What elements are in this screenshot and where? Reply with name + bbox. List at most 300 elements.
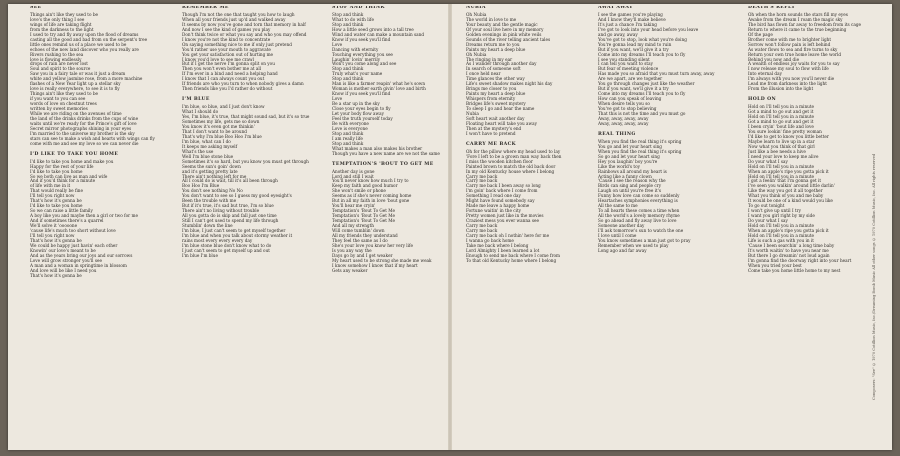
song-block (30, 6, 175, 147)
lyric-line: Lord Almighty I been learned a lot (466, 247, 540, 253)
lyric-line: I'm always with you now you'll never die (748, 76, 835, 82)
lyric-line: love is flowing endlessly (30, 56, 82, 62)
lyric-line: There ain't nothing left for me (182, 173, 247, 179)
lyric-line: Carry me back (466, 173, 498, 179)
lyric-line: Do your what I say (748, 158, 788, 164)
lyric-line: You go and let your heart sing (598, 143, 662, 149)
lyric-column-1 (30, 6, 175, 285)
lyric-line: I love until I come (598, 232, 637, 238)
lyric-line: Keep my faith and good humor (332, 183, 398, 189)
lyric-line: You get your satisfaction out of hurting me (182, 51, 274, 57)
lyric-line: Whispers from eternity (466, 96, 516, 102)
lyric-line: I been cryin' 'bout life and love (748, 123, 814, 129)
lyric-line: She's your love you know her very life (332, 242, 413, 248)
lyric-line: So go and let your heart sing (598, 153, 660, 159)
lyric-line: come with me and see my love so we can never die (30, 140, 139, 146)
lyric-line: All you gotta do is skip and fall just one time (182, 213, 277, 219)
lyric-line: You don't want to see so I guess my good eyesight's (182, 193, 292, 199)
lyric-line: Hold on I'll tell you in a minute (748, 232, 815, 238)
lyric-line: Carry me back (466, 178, 498, 184)
lyric-line: I wanna go back home (466, 237, 514, 243)
lyric-line: Birds can sing and people cry (598, 183, 662, 189)
lyric-line: The ringing in my ear (466, 56, 513, 62)
lyric-line: Sometimes it's so hard, but you know you must get through (182, 158, 309, 164)
lyric-line: I'd like to take you home (30, 203, 83, 209)
lyric-line: Now what you think of that girl (748, 143, 815, 149)
lyric-line: That would really be fine (30, 188, 83, 194)
lyric-line: That's how it's gonna be (30, 198, 82, 204)
lyric-line: Soft heart wait another day (466, 115, 525, 121)
lyric-line: Well I'm blue stone blue (182, 153, 234, 159)
lyric-line: Craziest mess you ever wanna see (466, 218, 539, 224)
song-block (598, 6, 742, 127)
lyric-line: Know if you seek you'll find (332, 36, 391, 42)
lyric-line: When you find the real thing it's spring (598, 138, 682, 144)
lyric-line: You know it's even got me thinkin' (182, 123, 255, 129)
lyric-line: Stop and think (332, 76, 364, 82)
lyric-line: And if you'd think for a minute (30, 178, 96, 184)
lyric-line: A man and a woman in springtime in blossom (30, 262, 127, 268)
lyric-line: And all my strength (332, 223, 374, 229)
lyric-line: Woman is mother earth givin' love and birth (332, 86, 426, 92)
lyric-line: Won't you come along and see (332, 61, 397, 67)
lyric-line: Time glances the other way (466, 76, 525, 82)
lyric-line: Man is like a farmer reapin' what he's sown (332, 81, 426, 87)
song-title: REMEMBER ME (182, 6, 229, 10)
lyric-line: It would be one of a kind would you like (748, 198, 833, 204)
lyric-line: Made me leave a happy home (466, 203, 530, 209)
lyric-line: Fortune waitin' in the city (466, 208, 521, 214)
lyric-line: Sounds of the river telling ancient tales (466, 36, 551, 42)
lyric-line: Carry me back (466, 223, 498, 229)
lyric-line: I know you'd love to see me crawl (182, 56, 254, 62)
lyric-line: That's why I'm blue Boo Hoo I'm blue (182, 133, 262, 139)
credits-text: Composers: "See" © 1970 Cotillion Music, Inc./Dreaming Bomb Music All other songs © 1970 Cotillion Music, Inc. All rights reserved (872, 153, 876, 400)
lyric-line: Of the page (748, 31, 773, 37)
lyric-line: You know sometimes a man just got to pray (598, 237, 691, 243)
lyric-line: A boy like you and maybe then a girl or two for me (30, 213, 138, 219)
song-title: DEATH'S REPLY (748, 6, 796, 10)
lyric-line: Oh Nubia (466, 11, 487, 17)
lyric-line: Hold on I'll tell you in a minute (748, 163, 815, 169)
lyric-line: Do your what I say (748, 218, 788, 224)
lyric-line: What's the use (182, 148, 214, 154)
lyric-line: Though I'm not the one that taught you how to laugh (182, 11, 295, 17)
lyric-line: Return to where it came to the true beginning (748, 26, 847, 32)
lyric-line: Let your body flow away (332, 111, 384, 117)
lyric-line: You're gonna lead my mind to ruin (598, 41, 672, 47)
lyric-line: Awake from the dream I roam the magic sky (748, 16, 843, 22)
lyric-line: Maybe learn to live up in a star (748, 138, 815, 144)
lyric-line: Got a mind to go out and get it (748, 109, 814, 115)
lyric-line: I'm blue I'm blue (182, 252, 218, 258)
lyric-line: When you tried your best (748, 262, 802, 268)
lyric-line: Golden evenings in pink white veils (466, 31, 542, 37)
lyric-line: And if sometimes there's a quarrel (30, 218, 104, 224)
lyric-line: The bird has flown far away to freedom from its cage (748, 21, 862, 27)
lyric-line: I miss the wooden kitchen floor (466, 158, 533, 164)
lyric-column-2 (182, 6, 325, 265)
lyric-column-4 (466, 6, 592, 270)
lyric-line: Then at the mystery's end (466, 125, 522, 131)
lyric-line: Acting like a funny clown (598, 173, 652, 179)
lyric-line: I won't give up until I try (748, 208, 801, 214)
lyric-line: Stop and think (332, 66, 364, 72)
lyric-line: Away, away, away, away (598, 115, 649, 121)
lyric-line: How can you speak of leaving (598, 96, 662, 102)
lyric-line: Close your eyes begin to fly (332, 106, 391, 112)
lyric-line: I know you're not the kind to concentrate (182, 36, 271, 42)
lyric-line: I'm blue, I just can't seem to get myself together (182, 227, 286, 233)
lyric-line: It's worth waitin' to have you near me (748, 247, 829, 253)
lyric-line: I'd like to take you home (30, 168, 83, 174)
lyric-line: When you find the real thing it's spring (598, 148, 682, 154)
lyric-line: Knowin' our love's meant to be (30, 247, 96, 253)
lyric-line: Might have found somebody say (466, 198, 535, 204)
song-title: SEE (30, 6, 42, 10)
lyric-line: Happy for the rest of your life (30, 163, 94, 169)
lyric-line: waits until we're ready for the Prince's gift of love (30, 120, 137, 126)
lyric-line: But there I go dreamin' not loud again (748, 252, 830, 258)
lyric-line: Like the world's toy (598, 163, 640, 169)
lyric-line: Has made you so afraid that you must turn away, away (598, 71, 715, 77)
lyric-line: Seems the sun's goin' down (182, 163, 241, 169)
lyric-line: Another day is gone (332, 168, 375, 174)
song-block (332, 6, 454, 157)
lyric-line: Laughin' lovin' merrily (332, 56, 381, 62)
lyric-line: I'd like to take you home and make you (30, 158, 114, 164)
lyric-line: Sorrow won't follow pain is left behind (748, 41, 831, 47)
lyric-line: What to do with life (332, 16, 374, 22)
lyric-line: You've got to stop, look what you're doing (598, 36, 687, 42)
lyric-line: stars can see to make a wish and hearts with wings can fly (30, 135, 155, 141)
lyric-line: Feel the truth yourself today (332, 115, 393, 121)
lyric-line: Stop and think (332, 21, 364, 27)
lyric-line: Life's sweet shadow makes night his day (466, 81, 553, 87)
lyric-line: I'm blue and when you talk about stormy weather it (182, 232, 293, 238)
lyric-line: You'll hear me cryin' (332, 203, 376, 209)
lyric-line: I need your love to keep me alive (748, 153, 819, 159)
lyric-line: Don't think twice or what you say and who you may offend (182, 31, 307, 37)
lyric-line: What I should do (182, 109, 219, 115)
lyric-line: Carry me back oh I nothin' here for me (466, 232, 550, 238)
lyric-line: I'm goin' back where I come from (466, 188, 538, 194)
lyric-line: Like the way you got it all together (748, 188, 823, 194)
lyric-line: Lead me from darkness into the light (748, 81, 827, 87)
lyric-line: Stop and think (332, 130, 364, 136)
lyric-line: Painted brown to match the old back door (466, 163, 556, 169)
song-block (182, 6, 325, 92)
lyric-line: Of your soul live here in my memory (466, 26, 544, 32)
lyric-line: Be with everyone (332, 120, 369, 126)
lyric-line: Oh when the horn sounds the stars fill my eyes (748, 11, 848, 17)
lyric-line: Brother come with me to brighter light (748, 36, 832, 42)
lyric-line: I'm blue stone blue don't know what to do (182, 242, 272, 248)
lyric-line: from the darkness to the light (30, 26, 94, 32)
lyric-line: And love will be like I need you (30, 267, 97, 273)
lyric-line: Something I read one day (466, 193, 521, 199)
lyric-line: Gets any weaker (332, 267, 368, 273)
lyric-line: 'Fore I left to be a grown man way back then (466, 153, 562, 159)
lyric-line: Temptation's 'Bout To Get Me (332, 208, 396, 214)
lyric-line: From the illusion into the light (748, 86, 814, 92)
lyric-line: Your beauty and the gentle magic (466, 21, 538, 27)
lyric-line: Laugh on until you're free it's (598, 188, 662, 194)
lyric-line: It seems by now you've gone and torn that memory in half (182, 21, 306, 27)
lyric-line: You've got to stop believing (598, 106, 657, 112)
lyric-line: 'cause life's much too short without love (30, 227, 116, 233)
lyric-line: Soul and spirit to the source (30, 66, 91, 72)
lyric-line: All I could do is wait, till it's all been through (182, 178, 278, 184)
lyric-line: As I wander through another day (466, 61, 537, 67)
song-title: REAL THING (598, 131, 636, 137)
lyric-line: I used to try and fly away upon the flood of dreams (30, 31, 139, 37)
lyric-line: Long ago and far away (598, 247, 647, 253)
song-block (182, 98, 325, 259)
song-title: NUBIA (466, 6, 486, 10)
lyric-line: I can tell you want to stay (598, 61, 653, 67)
lyric-line: While we are riding on the avenues of time (30, 111, 122, 117)
lyric-line: On saying something nice to me if only just pretend (182, 41, 292, 47)
lyric-line: Come take you home little home to my nest (748, 267, 841, 273)
lyric-line: You don't see nothing No No (182, 188, 243, 194)
lyric-line: Temptation's 'Bout To Get Me (332, 218, 396, 224)
lyric-line: But if I get the nerve I'm gonna split on you (182, 61, 275, 67)
lyric-line: You sure lookin' fine pretty woman (748, 128, 822, 134)
lyric-line: That I don't want to be around (182, 128, 247, 134)
lyric-line: Hold on I'll tell you in a minute (748, 104, 815, 110)
lyric-line: Yes, I'm blue, it's true, that might sound sad, but it's so true (182, 114, 310, 120)
lyric-column-6 (748, 6, 870, 280)
lyric-line: I just can't seem to get myself up and out (182, 247, 270, 253)
song-block (466, 6, 592, 137)
lyric-line: I'd like to get to know you little better (748, 133, 829, 139)
lyric-line: Hold on I'll tell you in a minute (748, 114, 815, 120)
lyric-line: I've got to look into your head before you leave (598, 26, 699, 32)
lyric-line: If I'm ever in a bind and need a helping hand (182, 71, 278, 77)
lyric-line: Things ain't like they used to be (30, 91, 98, 97)
lyric-line: Things ain't like they used to be (30, 11, 98, 17)
lyric-line: love is really everywhere, to see it is to fly (30, 86, 120, 92)
lyric-line: I'll tell you right now (30, 193, 75, 199)
song-block (466, 143, 592, 264)
lyric-line: You'll never know how much I try to (332, 178, 409, 184)
lyric-line: Stop and think (332, 140, 364, 146)
lyric-line: Be a star up in the sky (332, 101, 380, 107)
lyric-line: Wind and water can make a mountain sand (332, 31, 425, 37)
lyric-line: Return your own true home leave the world (748, 51, 842, 57)
song-block (30, 153, 175, 279)
lyric-line: Then friends like you I'd rather do without (182, 86, 273, 92)
song-title: I'M BLUE (182, 97, 210, 103)
lyric-line: drops of rain are never lost (30, 61, 88, 67)
lyric-line: Secret mirror photographs shining in your eyes (30, 125, 132, 131)
lyric-line: Boo Hoo I'm Blue (182, 183, 220, 189)
lyric-line: So go ahead and fly away live to love (598, 218, 677, 224)
lyric-line: Saw you in a fairy tale or was it just a dream (30, 71, 126, 77)
lyric-line: You'd rather use your mouth to aggravate (182, 46, 271, 52)
lyric-line: Truly what's your name (332, 71, 383, 77)
lyric-line: When all your friends just up'd and walked away (182, 16, 286, 22)
lyric-line: Just like a bee needs a hive (748, 148, 806, 154)
lyric-line: Paints my heart a deep blue (466, 91, 526, 97)
lyric-line: But if it's true, it's sad but true, I'm so blue (182, 203, 274, 209)
lyric-line: Touching everything you see (332, 51, 393, 57)
lyric-line: rains most every every every day (182, 237, 253, 243)
lyric-line: Stumblin' down the line (182, 223, 233, 229)
lyric-line: What you think of you and me baby (748, 193, 824, 199)
lyric-line: Someone another day (598, 223, 645, 229)
lyric-line: Enough to send me back where I come from (466, 252, 560, 258)
lyric-line: How a little seed grows into a tall tree (332, 26, 414, 32)
lyric-line: words of love on chestnut trees (30, 101, 97, 107)
lyric-line: But in all my faith in love 'bout gone (332, 198, 410, 204)
lyric-line: Away, away, away, away (598, 120, 649, 126)
lyric-line: I'll tell you right now (30, 232, 75, 238)
lyric-line: echoes of the new land discover who you really are (30, 46, 139, 52)
lyric-line: Love (332, 41, 343, 47)
lyric-line: My heart used to be strong she made me weak (332, 257, 432, 263)
lyric-line: I'm married to the universe my brother is the sky (30, 130, 135, 136)
lyric-line: And I know they'll make believe (598, 16, 666, 22)
song-block (748, 98, 870, 273)
lyric-line: That this is not the time and you must go (598, 111, 686, 117)
lyric-line: I got a feelin' that I'm gonna get it (748, 178, 822, 184)
lyric-line: All my friends they understand (332, 232, 398, 238)
lyric-line: When an apple's ripe you gotta pick it (748, 168, 829, 174)
lyric-line: In my old Kentucky house where I belong (466, 168, 555, 174)
lyric-line: Life is such a gas with you in it (748, 237, 814, 243)
lyric-line: Will come tumblin' down (332, 227, 385, 233)
lyric-line: Love (332, 96, 343, 102)
lyric-line: So we both can live as man and wife (30, 173, 108, 179)
lyric-line: They feel the same as I do (332, 237, 388, 243)
lyric-line: Take me back where I belong (466, 242, 529, 248)
lyric-line: We could be happy just havin' each other (30, 242, 118, 248)
lyric-line: Behind you now and die (748, 56, 800, 62)
lyric-line: I now release my soul to flow with life (748, 66, 829, 72)
song-title: STOP AND THINK (332, 6, 385, 10)
lyric-line: I know somehow I know that if my heart (332, 262, 418, 268)
lyric-line: A wealth of endless joy waits for you to say (748, 61, 840, 67)
lyric-line: That's how it's gonna be (30, 272, 82, 278)
lyric-line: wings of life are taking flight (30, 21, 92, 27)
lyric-line: I'll ask tomorrow's sun to watch the one (598, 227, 684, 233)
lyric-line: Remember when we used to play (598, 242, 669, 248)
lyric-line: Carry me back (466, 227, 498, 233)
lyric-line: Seems as if she's never coming home (332, 193, 412, 199)
lyric-line: Know if you seek you'll find (332, 91, 391, 97)
lyric-line: It keeps me asking myself (182, 143, 238, 149)
lyric-line: What makes a man also makes his brother (332, 145, 423, 151)
lyric-line: Brings me closer to you (466, 86, 517, 92)
lyric-line: I won't have to pretend (466, 130, 516, 136)
lyric-line: When desire tells you so (598, 101, 650, 107)
lyric-line: Funny how love can come so suddenly (598, 193, 680, 199)
lyric-line: Hey you laughin' boy you're (598, 158, 658, 164)
lyric-line: I'm blue, what can I do (182, 138, 231, 144)
lyric-line: Nubia (466, 111, 479, 117)
lyric-column-3 (332, 6, 454, 280)
lyric-line: I know that I can always count you out (182, 76, 265, 82)
lyric-line: Hold on I'll tell you in a minute (748, 173, 815, 179)
song-title: I'D LIKE TO TAKE YOU HOME (30, 151, 119, 157)
lyric-line: casting all the good and bad from on the serpent's tree (30, 36, 148, 42)
lyric-line: Into eternal day (748, 71, 782, 77)
lyric-line: I see the games you're playing (598, 11, 663, 17)
lyric-line: Rivers rushing to the sea (30, 51, 84, 57)
lyric-line: Are we apart, are we together (598, 76, 663, 82)
lyric-line: Still I can't get used to spend my life through (182, 218, 279, 224)
lyric-line: 'Cause I see the reason why the (598, 178, 666, 184)
lyric-line: Dreams return me to you (466, 41, 520, 47)
lyric-line: Rainbows all around my heart is (598, 168, 667, 174)
lyric-line: Come into my dreams I'll teach you to fly (598, 51, 686, 57)
lyric-line: I once held near (466, 71, 501, 77)
song-title: CARRY ME BACK (466, 141, 517, 147)
lyric-line: Temptation's 'Bout To Get Me (332, 213, 396, 219)
song-title: HOLD ON (748, 97, 777, 103)
lyric-line: I'm blue, so blue, and I just don't know (182, 104, 265, 110)
lyric-line: Stop and think (332, 11, 364, 17)
lyric-line: and go away, away (598, 31, 638, 37)
lyric-line: Got a mind to go out and get it (748, 119, 814, 125)
lyric-line: I see you standing silent (598, 56, 650, 62)
lyric-line: You go through changes just like the weather (598, 81, 695, 87)
lyric-line: To go out tonight (748, 203, 785, 209)
lyric-line: When an apple's ripe you gotta pick it (748, 227, 829, 233)
lyric-line: I'm gonna find the doorway right into your heart (748, 257, 852, 263)
lyric-line: Come into my dreams I'll teach you to fly (598, 91, 686, 97)
lyric-line: love's the only thing I see (30, 16, 85, 22)
lyric-line: 'Cause I been searchin' a long time baby (748, 242, 835, 248)
lyric-line: In search of someone soft (466, 66, 521, 72)
lyric-line: We'll solve it 'ooooone (30, 223, 78, 229)
lyric-line: Sometimes my life, gets me so down (182, 119, 260, 125)
lyric-line: Heartaches symphonies everything is (598, 198, 678, 204)
lyric-line: I want you girl right by my side (748, 213, 815, 219)
lyric-line: Oh Nubia (466, 51, 487, 57)
lyric-line: written by sweet memories (30, 106, 88, 112)
lyric-line: If friends are who you turn to when nobody gives a damn (182, 81, 304, 87)
lyric-line: white and yellow jasmine rose, from a more machine (30, 76, 143, 82)
lyric-line: Though you have a new name are we not the same (332, 150, 440, 156)
song-block (598, 133, 742, 254)
lyric-line: the land of the drinks drinks from the cups of wine (30, 115, 139, 121)
lyric-line: Bridges life's sweet mystery (466, 101, 526, 107)
lyric-line: Days go by and I get weaker (332, 252, 393, 258)
lyric-line: if you want to you can see (30, 96, 86, 102)
lyric-line: Then you won't even bother me at all (182, 66, 262, 72)
lyric-line: She won't smile or phone (332, 188, 386, 194)
lyric-line: Been the trouble with me (182, 198, 237, 204)
lyric-line: All the same to me (598, 203, 638, 209)
lyric-line: That's how it's gonna be (30, 237, 82, 243)
lyric-line: So we can raise a little family (30, 208, 93, 214)
lyric-line: There ain't no living without trouble (182, 208, 260, 214)
song-block (332, 163, 454, 274)
lyric-line: As water flows to sea and fire turns to sky (748, 46, 838, 52)
lyric-line: little ones remind us of a place we used to be (30, 41, 127, 47)
lyric-line: Paints my heart a deep blue (466, 46, 526, 52)
lyric-line: Is you any way the (332, 247, 372, 253)
lyric-line: All the world's a lovely memory rhyme (598, 213, 680, 219)
lyric-line: And as the years bring our joys and our sorrows (30, 252, 133, 258)
lyric-line: To sleep I go and hear the name (466, 106, 535, 112)
lyric-line: It's just a chance I'm taking (598, 21, 657, 27)
lyric-line: Pretty women just like in the movies (466, 213, 544, 219)
lyric-line: Floating heart will take you away (466, 120, 537, 126)
